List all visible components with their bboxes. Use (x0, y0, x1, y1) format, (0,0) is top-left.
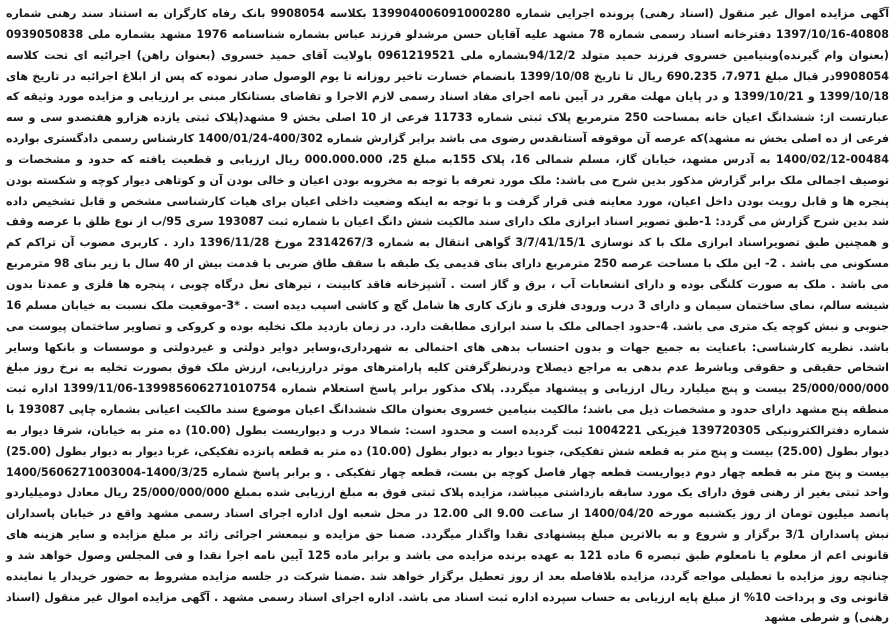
notice-body-text: آگهی مزایده اموال غیر منقول (اسناد رهنی) پرونده اجرایی شماره 139904006091000280 بکلاسه 9908054 بانک رفاه کارگران به استناد سند رهنی شماره 40808-1397/10/16 دفترخانه اسناد رسمی شماره 78 مشهد علیه آقایان حسن مرشدلو فرزند عباس بشماره شناسنامه 1976 مشهد بشماره ملی 0939050838 (بعنوان وام گیرنده)وبنیامین خسروی فرزند حمید متولد 94/12/2بشماره ملی 0961219521 باولایت آقای حمید خسروی (بعنوان راهن) اجرائیه ای تحت کلاسه 9908054در قبال مبلغ 7،971، 690.235 ریال تا تاریخ 1399/10/08 بانضمام خسارت تاخیر روزانه تا یوم الوصول صادر نموده که پس از ابلاغ اجرائیه در تاریخ های 1399/10/18 و 1399/10/21 و در پایان مهلت مقرر در آیین نامه اجرای مفاد اسناد رسمی لازم الاجرا و تقاضای بستانکار مبنی بر ارزیابی و مزایده مورد وثیقه که عبارتست از: ششدانگ اعیان خانه بمساحت 250 مترمربع پلاک ثبتی شماره 11733 فرعی از 10 اصلی بخش 9 مشهد(پلاک ثبتی یازده هزارو هفتصدو سی و سه فرعی از ده اصلی بخش نه مشهد)که عرصه آن موقوفه آستانقدس رضوی می باشد برابر گزارش شماره 400/302-1400/01/24 کارشناس رسمی دادگستری بوارده 00484-1400/02/12 به آدرس مشهد، خیابان گاز، مسلم شمالی 16، پلاک 155به مبلغ 25، 000.000.000 ریال ارزیابی و قطعیت یافته که حدود و مشخصات و توصیف اجمالی ملک برابر گزارش مذکور بدین شرح می باشد: ملک مورد تعرفه با توجه به مخروبه بودن اعیان و خالی بودن آن و کوتاهی دیوار کوچه و شکسته بودن پنجره ها و قابل رویت بودن داخل اعیان، مورد معاینه فنی قرار گرفت و با توجه به اینکه وضعیت داخلی اعیان برای هیات کارشناسی مشخص و قابل تشخیص داده شد بدین شرح گزارش می گردد: 1-طبق تصویر اسناد ابرازی ملک دارای سند مالکیت شش دانگ اعیان با شماره ثبت 193087 سری 95/ب از نوع ظلق با عرصه وقف و همچنین طبق تصویراسناد ابرازی ملک با کد نوسازی 3/7/41/15/1 گواهی انتقال به شماره 2314267/3 مورخ 1396/11/28 دارد . کاربری مصوب آن تراکم کم مسکونی می باشد . 2- این ملک با مساحت عرصه 250 مترمربع دارای بنای قدیمی یک طبقه با سقف طاق ضربی با قدمت بیش از 40 سال با زیر بنای 98 مترمربع می باشد . ملک به صورت کلنگی بوده و دارای انشعابات آب ، برق و گاز است . آشپزخانه فاقد کابینت ، تیرهای نعل درگاه چوبی ، پنجره ها فلزی و عمدتا بدون شیشه سالم، نمای ساختمان سیمان و دارای 3 درب ورودی فلزی و نازک کاری ها شامل گچ و کاشی اسپب دیده است . *3-موقعیت ملک نسبت به خیابان مسلم 16 جنوبی و نبش کوچه یک متری می باشد. 4-حدود اجمالی ملک با سند ابرازی مطابقت دارد. در زمان بازدید ملک تخلیه بوده و کروکی و تصاویر ساختمان پیوست می باشد. نظریه کارشناسی: باعنایت به جمیع جهات و بدون احتساب بدهی های احتمالی به شهرداری،وسایر دوایر دولتی و غیردولتی و موسسات و بانکها وسایر اشخاص حقیقی و حقوقی وباشرط عدم بدهی به مراجع ذیصلاح ودرنظرگرفتن کلیه پارامترهای موثر درارزیابی، ارزش ملک فوق بصورت تخلیه به نرخ روز مبلغ 25/000/000/000 بیست و پنج میلیارد ریال ارزیابی و پیشنهاد میگردد. پلاک مذکور برابر پاسخ استعلام شماره 139985606271010754-1399/11/06 اداره ثبت منطقه پنج مشهد دارای حدود و مشخصات ذیل می باشد؛ مالکیت بنیامین خسروی بعنوان مالک ششدانگ اعیان موضوع سند مالکیت اعیانی بشماره چاپی 193087 با شماره دفترالکترونیکی 139720305 فیزیکی 1004221 ثبت گردیده است و محدود است: شمالا درب و دیواریست بطول (10.00) ده متر به خیابان، شرقا دیوار به دیوار بطول (25.00) بیست و پنج متر به قطعه شش تفکیکی، جنوبا دیوار به دیوار بطول (10.00) ده متر به قطعه پانزده تفکیکی، غربا دیوار به دیوار بطول (25.00) بیست و پنج متر به قطعه چهار دوم دیواریست قطعه چهار فاصل کوچه بن بست، قطعه چهار تفکیکی . و برابر پاسخ شماره 1400/3/25-1400/5606271003004 واحد ثبتی بغیر از رهنی فوق دارای یک مورد سابقه بازداشتی میباشد، مزایده پلاک ثبتی فوق به مبلغ ارزیابی شده بمبلغ 25/000/000/000 ریال معادل دومیلیاردو پانصد میلیون تومان از روز یکشنبه مورخه 1400/04/20 از ساعت 9.00 الی 12.00 در محل شعبه اول اداره اجرای اسناد رسمی مشهد واقع در خیابان پاسداران نبش پاسداران 3/1 برگزار و شروع و به بالاترین مبلغ پیشنهادی نقدا واگذار میگردد. ضمنا حق مزایده و نیمعشر اجرائی زائد بر مبلغ مزایده و سایر هزینه های قانونی اعم از معلوم یا نامعلوم طبق تبصره 6 ماده 121 به عهده برنده مزایده می باشد و برابر ماده 125 آیین نامه اجرا نقدا و فی المجلس وصول خواهد شد و چنانچه روز مزایده با تعطیلی مواجه گردد، مزایده بلافاصله بعد از روز تعطیل برگزار خواهد شد .ضمنا شرکت در جلسه مزایده مشروط به حضور خریدار یا نماینده قانونی وی و پرداخت 10% از مبلغ پایه ارزیابی به حساب سپرده اداره ثبت اسناد می باشد. اداره اجرای اسناد رسمی مشهد . آگهی مزایده اموال غیر منقول (اسناد رهنی) و شرطی مشهد (6, 7, 890, 625)
auction-notice (6, 4, 890, 625)
